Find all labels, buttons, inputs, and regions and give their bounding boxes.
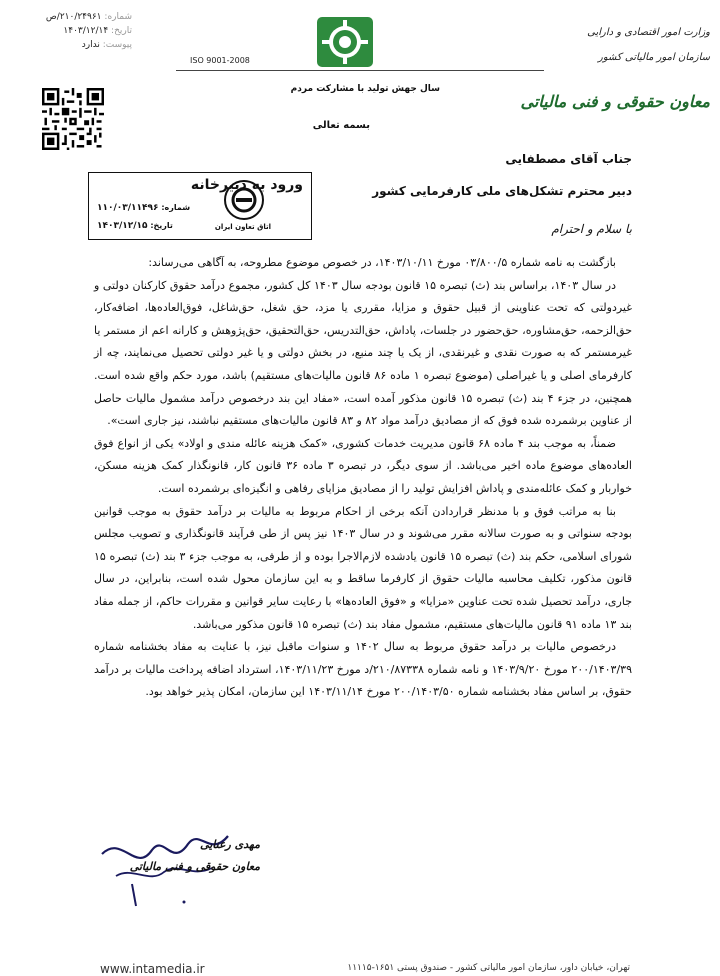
letter-date: ۱۴۰۳/۱۲/۱۴ xyxy=(63,26,109,36)
letter-date-row xyxy=(14,26,132,40)
letter-number: ۲۱۰/۲۴۹۶۱/ص xyxy=(45,12,102,22)
body-paragraph: ضمناً، به موجب بند ۴ ماده ۶۸ قانون مدیریت خدمات کشوری، «کمک هزینه عائله مندی و اولاد» یکی از انواع فوق العاده‌های موضوع ماده اخیر می‌باشد. از سوی دیگر، در تبصره ۳ ماده ۳۶ قانون کار، قانونگذار کمک هزینه مسکن، خواربار و کمک عائله‌مندی و پاداش افزایش تولید را از مصادیق مزایای رفاهی و انگیزه‌ای برشمرده است. xyxy=(94,436,632,495)
footer-address: تهران، خیابان داور، سازمان امور مالیاتی کشور - صندوق پستی ۱۶۵۱-۱۱۱۱۵ xyxy=(347,963,630,973)
letter-body xyxy=(94,252,632,704)
greeting: با سلام و احترام xyxy=(551,222,632,236)
recipient-title: دبیر محترم تشکل‌های ملی کارفرمایی کشور xyxy=(372,184,632,198)
body-paragraph: در سال ۱۴۰۳، براساس بند (ث) تبصره ۱۵ قانون بودجه سال ۱۴۰۳ کل کشور، مجموع درآمد حقوق کارکنان دولتی و غیردولتی که تحت عناوینی از قبیل حقوق و مزایا، مقرری یا مزد، حق شغل، حق‌شاغل، فوق‌العاده‌ها، اضافه‌کار، حق‌الزحمه، حق‌مشاوره، حق‌حضور در جلسات، پاداش، حق‌التدریس، حق‌التحقیق، حق‌پژوهش و کارانه اعم از مستمر یا غیرمستمر که به صورت نقدی و غیرنقدی، از یک یا چند منبع، در بخش دولتی و یا غیر دولتی تحصیل می‌نمایند، چه از کارفرمای اصلی و یا غیراصلی (موضوع تبصره ۱ ماده ۸۶ قانون مالیات‌های مستقیم) باشد، مورد حکم واقع شده است. همچنین، در جزء ۴ بند (ث) تبصره ۱۵ قانون مذکور آمده است، «مفاد این بند درخصوص درآمد مشمول مالیات حاصل از عناوین برشمرده شده فوق که از مصادیق درآمد مواد ۸۲ و ۸۳ قانون مالیات‌های مستقیم نباشند، نیز جاری است». xyxy=(94,278,632,428)
stamp-date-label: تاریخ: xyxy=(150,221,173,230)
ministry-name: وزارت امور اقتصادی و دارایی xyxy=(587,27,710,38)
recipient-name: جناب آقای مصطفایی xyxy=(505,152,632,166)
body-paragraph: درخصوص مالیات بر درآمد حقوق مربوط به سال ۱۴۰۲ و سنوات ماقبل نیز، با عنایت به مفاد بخشنامه شماره ۲۰۰/۱۴۰۳/۳۹ مورخ ۱۴۰۳/۹/۲۰ و نامه شماره ۲۱۰/۸۷۳۳۸/د مورخ ۱۴۰۳/۱۱/۲۳، استرداد اضافه پرداخت مالیات بر درآمد حقوق، بر اساس مفاد بخشنامه شماره ۲۰۰/۱۴۰۳/۵۰ مورخ ۱۴۰۳/۱۱/۱۴ این سازمان، امکان پذیر خواهد بود. xyxy=(94,640,632,699)
signatory-title: معاون حقوقی و فنی مالیاتی xyxy=(129,860,260,873)
stamp-date: ۱۴۰۳/۱۲/۱۵ xyxy=(97,221,148,231)
iso-label: ISO 9001-2008 xyxy=(190,56,250,65)
stamp-number-row xyxy=(97,203,201,213)
bismillah: بسمه تعالی xyxy=(312,120,370,131)
year-slogan: سال جهش تولید با مشارکت مردم xyxy=(290,84,440,94)
stamp-title: ورود به دبیرخانه xyxy=(190,177,303,193)
letter-attachment: ندارد xyxy=(81,40,100,50)
letter-number-label: شماره: xyxy=(104,12,132,22)
body-paragraph: بنا به مراتب فوق و با مدنظر قراردادن آنکه برخی از احکام مربوط به مالیات بر درآمد حقوق به موجب قوانین بودجه سنواتی و به صورت سالانه مقرر می‌شوند و در سال ۱۴۰۳ نیز پس از طی فرآیند قانونگذاری و تصویب مجلس شورای اسلامی، حکم بند (ث) تبصره ۱۵ قانون یادشده لازم‌الاجرا بوده و از طرفی، به موجب جزء ۳ بند (ث) تبصره ۱۵ قانون مذکور، تکلیف محاسبه مالیات حقوق از کارفرما ساقط و به این سازمان محول شده است، بنابراین، در سال جاری، درآمد تحصیل شده تحت عناوین «مزایا» و «فوق العاده‌ها» با رعایت سایر قوانین و مقررات حاکم، از جمله مفاد بند ۱۳ ماده ۹۱ قانون مالیات‌های مستقیم، مشمول مفاد بند (ث) تبصره ۱۵ قانون مذکور می‌باشد. xyxy=(94,504,632,631)
emblem-icon xyxy=(316,16,374,68)
stamp-number-label: شماره: xyxy=(161,203,191,212)
letter-attachment-row xyxy=(14,40,132,54)
cooperative-logo-icon xyxy=(223,179,265,221)
iso-divider xyxy=(176,70,544,71)
stamp-org-name: اتاق تعاون ایران xyxy=(214,223,271,231)
secretariat-stamp xyxy=(88,172,312,240)
body-paragraph: بازگشت به نامه شماره ۰۳/۸۰۰/۵ مورخ ۱۴۰۳/۱۰/۱۱، در خصوص موضوع مطروحه، به آگاهی می‌رساند: xyxy=(148,256,616,269)
letter-date-label: تاریخ: xyxy=(111,26,132,36)
letter-attachment-label: پیوست: xyxy=(102,40,132,50)
signatory-name: مهدی رعنایی xyxy=(200,838,260,851)
organization-name: سازمان امور مالیاتی کشور xyxy=(598,52,710,63)
stamp-number: ۱۱۰/۰۳/۱۱۴۹۶ xyxy=(97,203,159,213)
stamp-date-row xyxy=(97,221,201,231)
letter-meta xyxy=(14,12,132,54)
letter-number-row xyxy=(14,12,132,26)
vice-presidency-title: معاون حقوقی و فنی مالیاتی xyxy=(520,92,710,111)
qr-code xyxy=(42,88,104,150)
footer-website[interactable]: www.intamedia.ir xyxy=(100,962,205,976)
